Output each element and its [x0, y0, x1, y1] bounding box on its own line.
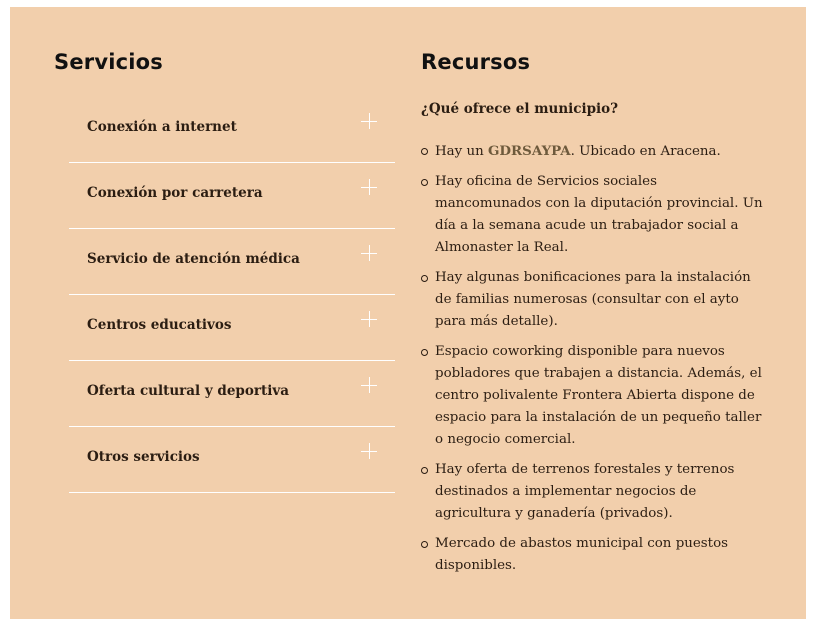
list-item-text: Hay algunas bonificaciones para la instalación de familias numerosas (consultar con el ayto para más detalle). [435, 270, 751, 329]
circle-bullet-icon [421, 275, 428, 282]
circle-bullet-icon [421, 179, 428, 186]
accordion-label: Servicio de atención médica [87, 251, 300, 267]
accordion-item-otros-servicios[interactable] [69, 427, 395, 493]
accordion-label: Conexión a internet [87, 119, 237, 135]
list-item-text: Hay un [435, 144, 488, 159]
accordion-item-oferta-cultural[interactable] [69, 361, 395, 427]
circle-bullet-icon [421, 541, 428, 548]
servicios-heading: Servicios [54, 50, 163, 74]
accordion-label: Otros servicios [87, 449, 200, 465]
accordion-item-atencion-medica[interactable] [69, 229, 395, 295]
list-item [421, 459, 766, 525]
list-item [421, 533, 766, 577]
plus-icon[interactable] [361, 179, 377, 195]
plus-icon[interactable] [361, 311, 377, 327]
plus-icon[interactable] [361, 443, 377, 459]
list-item [421, 341, 766, 451]
list-item [421, 140, 766, 163]
accordion-label: Oferta cultural y deportiva [87, 383, 289, 399]
list-item-text: Hay oficina de Servicios sociales mancomunados con la diputación provincial. Un día a la semana acude un trabajador social a Almonaster la Real. [435, 174, 763, 255]
recursos-heading: Recursos [421, 50, 531, 74]
circle-bullet-icon [421, 349, 428, 356]
plus-icon[interactable] [361, 113, 377, 129]
plus-icon[interactable] [361, 245, 377, 261]
list-item-text: Espacio coworking disponible para nuevos pobladores que trabajen a distancia. Además, el centro polivalente Frontera Abierta dispone de espacio para la instalación de un pequeño taller o negocio comercial. [435, 344, 762, 447]
list-item [421, 171, 766, 259]
list-item [421, 267, 766, 333]
accordion-item-carretera[interactable] [69, 163, 395, 229]
recursos-subheading: ¿Qué ofrece el municipio? [421, 101, 619, 117]
gdrsaypa-link[interactable]: GDRSAYPA [488, 143, 571, 159]
circle-bullet-icon [421, 148, 428, 155]
accordion-label: Conexión por carretera [87, 185, 263, 201]
content-panel [10, 7, 806, 619]
accordion-item-internet[interactable] [69, 97, 395, 163]
servicios-accordion [69, 97, 395, 493]
circle-bullet-icon [421, 467, 428, 474]
accordion-item-centros-educativos[interactable] [69, 295, 395, 361]
accordion-label: Centros educativos [87, 317, 232, 333]
plus-icon[interactable] [361, 377, 377, 393]
list-item-text: Mercado de abastos municipal con puestos disponibles. [435, 536, 728, 573]
recursos-list [421, 140, 766, 585]
list-item-text: Hay oferta de terrenos forestales y terrenos destinados a implementar negocios de agricultura y ganadería (privados). [435, 462, 735, 521]
list-item-text: . Ubicado en Aracena. [570, 144, 721, 159]
